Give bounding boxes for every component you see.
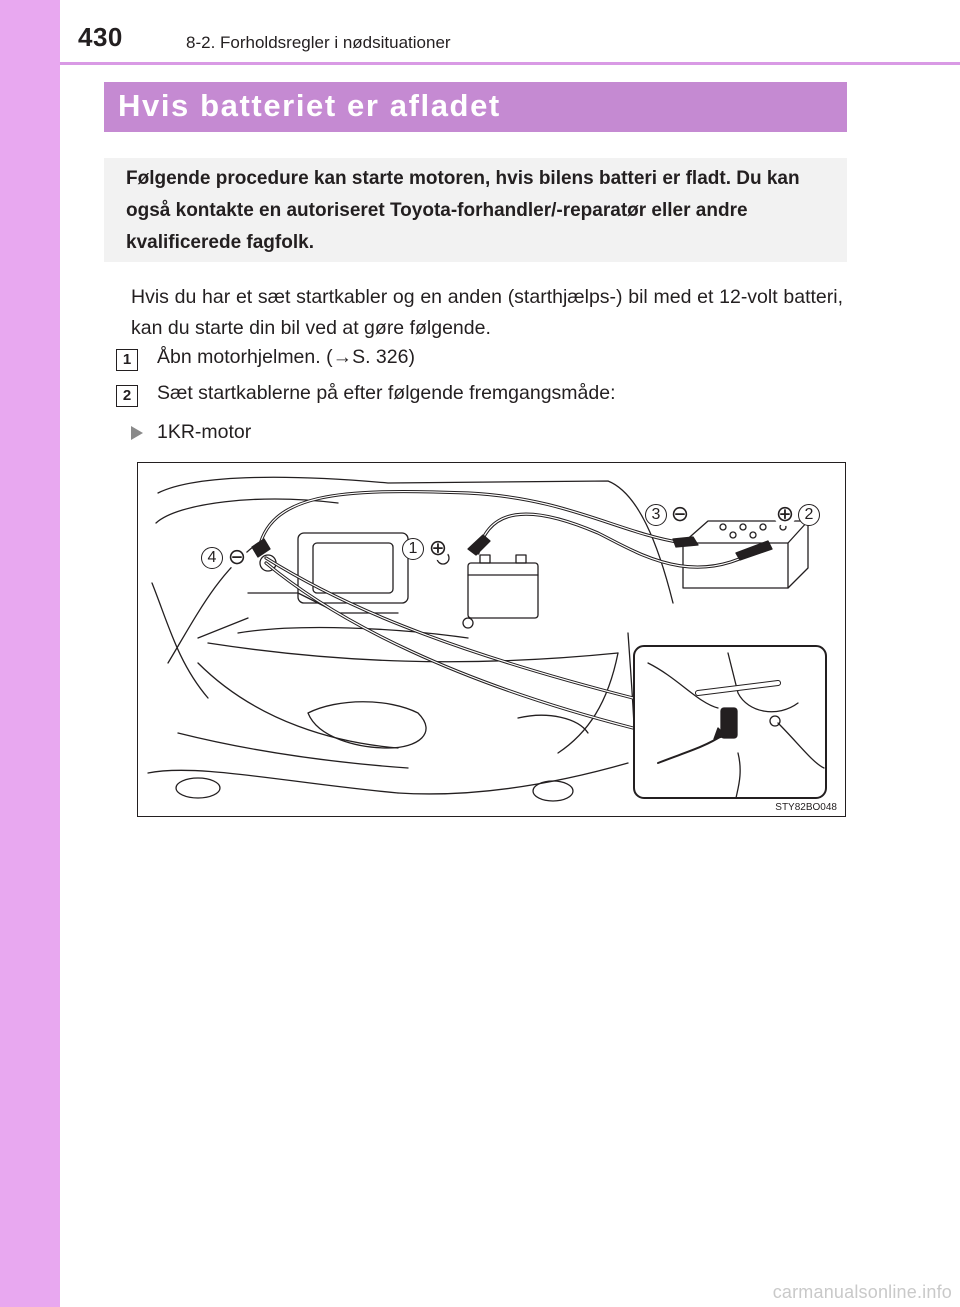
step-number-badge: 2 bbox=[116, 385, 138, 407]
callout-2: 2 bbox=[798, 504, 820, 526]
positive-terminal-icon: ⊕ bbox=[775, 501, 795, 526]
callout-3: 3 bbox=[645, 504, 667, 526]
jump-start-illustration bbox=[137, 462, 846, 817]
callout-4: 4 bbox=[201, 547, 223, 569]
header-rule bbox=[60, 62, 960, 65]
intro-box bbox=[104, 158, 847, 262]
section-title: Hvis batteriet er afladet bbox=[118, 88, 501, 123]
figure-code: STY82BO048 bbox=[775, 802, 837, 813]
engine-bay-drawing bbox=[138, 463, 844, 815]
side-color-band bbox=[0, 0, 60, 1307]
footer-watermark[interactable]: carmanualsonline.info bbox=[772, 1282, 952, 1302]
negative-terminal-icon: ⊖ bbox=[227, 544, 247, 569]
step-number-badge: 1 bbox=[116, 349, 138, 371]
page-number: 430 bbox=[78, 22, 123, 52]
step-2 bbox=[116, 382, 816, 409]
positive-terminal-icon: ⊕ bbox=[428, 535, 448, 560]
section-title-bar bbox=[104, 82, 847, 132]
step-1 bbox=[116, 346, 816, 373]
triangle-bullet-icon bbox=[131, 426, 143, 440]
intro-text: Følgende procedure kan starte motoren, hvis bilens batteri er fladt. Du kan også kontakte en autoriseret Toyota-forhandler/-reparatør eller andre kvalificerede fagfolk. bbox=[126, 168, 800, 253]
step-text: Sæt startkablerne på efter følgende fremgangsmåde: bbox=[157, 382, 616, 404]
callout-1: 1 bbox=[402, 538, 424, 560]
negative-terminal-icon: ⊖ bbox=[670, 501, 690, 526]
step-text: Åbn motorhjelmen. (→S. 326) bbox=[157, 346, 415, 368]
section-path: 8-2. Forholdsregler i nødsituationer bbox=[186, 33, 451, 52]
body-paragraph: Hvis du har et sæt startkabler og en anden (starthjælps-) bil med et 12-volt batteri, kan du starte din bil ved at gøre følgende. bbox=[131, 286, 843, 339]
sub-item-label: 1KR-motor bbox=[157, 421, 252, 443]
